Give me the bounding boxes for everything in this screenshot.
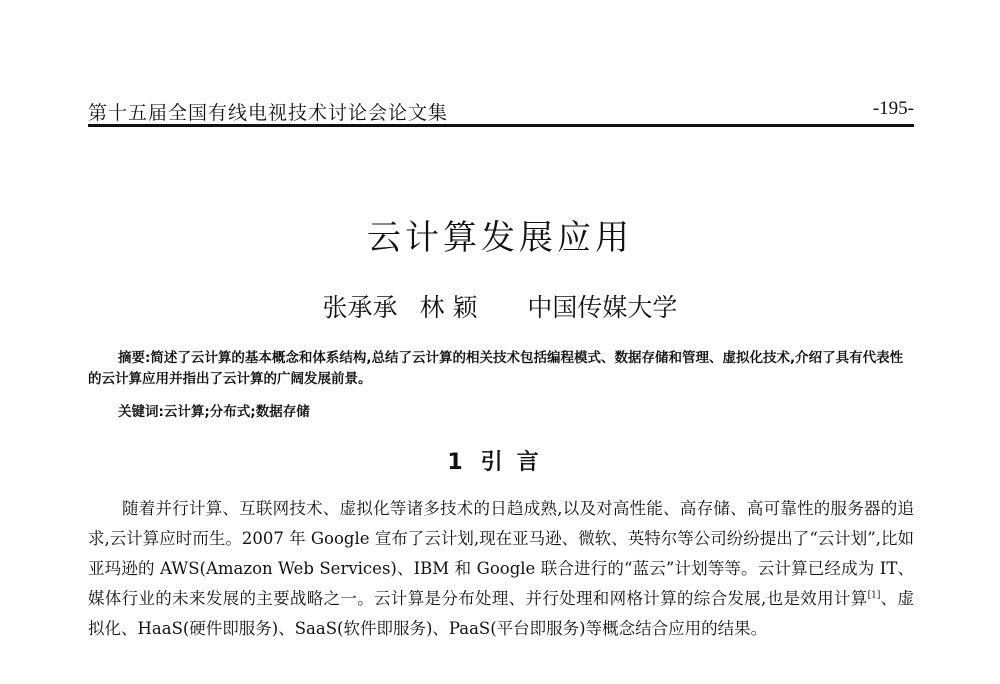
paper-title: 云计算发展应用	[367, 218, 633, 258]
section-title: 引言	[480, 450, 553, 475]
affiliation: 中国传媒大学	[527, 293, 678, 322]
body-text	[88, 494, 914, 644]
section-heading	[0, 445, 1000, 476]
author-2: 林 颖	[419, 293, 478, 322]
citation-ref: [1]	[867, 590, 881, 601]
author-1: 张承承	[322, 293, 398, 322]
body-paragraph	[88, 494, 914, 644]
section-number: 1	[447, 450, 463, 475]
page-number: -195-	[872, 98, 914, 119]
abstract	[88, 348, 914, 390]
body-text-part2: 、虚拟化、HaaS(硬件即服务)、SaaS(软件即服务)、PaaS(平台即服务)等概念结合应用的结果。	[88, 589, 914, 638]
proceedings-title: 第十五届全国有线电视技术讨论会论文集	[88, 102, 449, 124]
running-header	[88, 94, 914, 127]
body-text-part1: 随着并行计算、互联网技术、虚拟化等诸多技术的日趋成熟,以及对高性能、高存储、高可靠性的服务器的追求,云计算应时而生。2007 年 Google 宣布了云计划,现在亚马逊、微软、英特尔等公司纷纷提出了“云计划”,比如亚玛逊的 AWS(Amazon Web Services)、IBM 和 Google 联合进行的“蓝云”计划等等。云计算已经成为 IT、媒体行业的未来发展的主要战略之一。云计算是分布处理、并行处理和网格计算的综合发展,也是效用计算	[88, 499, 914, 608]
keywords: 关键词:云计算;分布式;数据存储	[118, 404, 310, 420]
author-line	[0, 288, 1000, 324]
abstract-text: 摘要:简述了云计算的基本概念和体系结构,总结了云计算的相关技术包括编程模式、数据存储和管理、虚拟化技术,介绍了具有代表性的云计算应用并指出了云计算的广阔发展前景。	[88, 350, 904, 387]
